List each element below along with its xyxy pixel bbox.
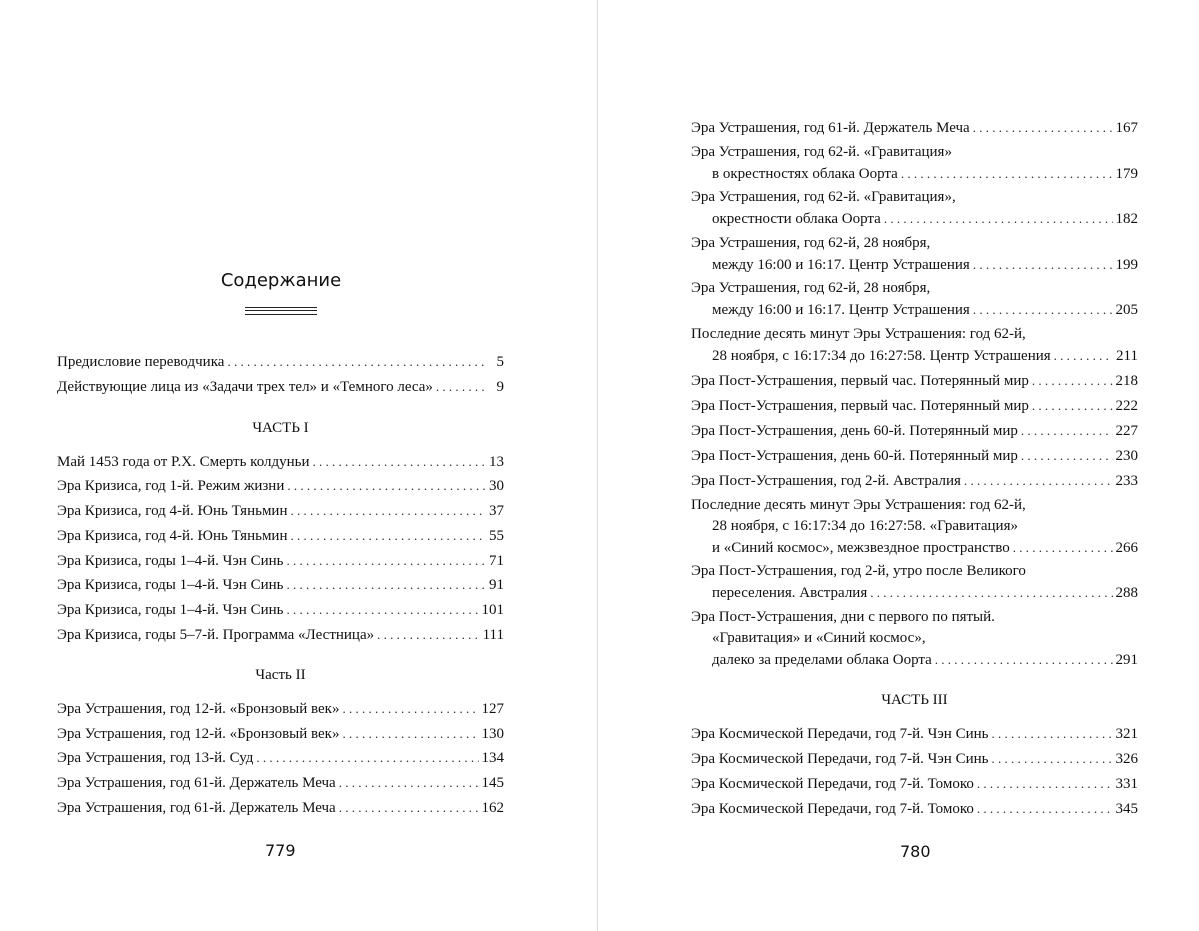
entry-title-line: Последние десять минут Эры Устрашения: год 62-й, xyxy=(691,497,1026,513)
entry-page: 345 xyxy=(1115,801,1138,817)
toc-entry[interactable] xyxy=(691,187,1138,230)
entry-page: 30 xyxy=(489,478,504,494)
entry-title-line: в окрестностях облака Оорта xyxy=(712,166,898,182)
entry-page: 288 xyxy=(1115,585,1138,601)
entry-page: 182 xyxy=(1115,211,1138,227)
entry-title-line: 28 ноября, с 16:17:34 до 16:27:58. Центр Устрашения xyxy=(712,348,1051,364)
entry-title-line: Эра Пост-Устрашения, год 2-й, утро после Великого xyxy=(691,563,1026,579)
entry-page: 199 xyxy=(1115,257,1138,273)
entry-page: 266 xyxy=(1115,540,1138,556)
leader-dots xyxy=(1013,537,1113,559)
leader-dots xyxy=(291,500,487,522)
leader-dots xyxy=(377,624,480,646)
toc-entry[interactable] xyxy=(57,550,504,572)
entry-title: Эра Космической Передачи, год 7-й. Чэн Синь xyxy=(691,751,989,767)
entry-title: Эра Кризиса, год 4-й. Юнь Тяньмин xyxy=(57,528,288,544)
toc-entry[interactable] xyxy=(57,698,504,720)
entry-title-line: между 16:00 и 16:17. Центр Устрашения xyxy=(712,302,970,318)
leader-dots xyxy=(287,475,486,497)
title-ornament-rule xyxy=(245,307,317,315)
leader-dots xyxy=(436,376,487,398)
toc-entry[interactable] xyxy=(691,117,1138,139)
entry-title-line: и «Синий космос», межзвездное пространство xyxy=(712,540,1010,556)
entry-title: Предисловие переводчика xyxy=(57,354,225,370)
entry-page: 5 xyxy=(496,354,504,370)
entry-title: Эра Кризиса, годы 5–7-й. Программа «Лестница» xyxy=(57,627,375,643)
entry-page: 101 xyxy=(481,602,504,618)
page-number: 780 xyxy=(900,842,931,861)
entry-title: Эра Космической Передачи, год 7-й. Томоко xyxy=(691,801,974,817)
entry-page: 145 xyxy=(481,775,504,791)
toc-entry[interactable] xyxy=(57,624,504,646)
toc-entry[interactable] xyxy=(57,351,504,373)
toc-entry[interactable] xyxy=(57,525,504,547)
entry-page: 205 xyxy=(1115,302,1138,318)
entry-page: 130 xyxy=(481,726,504,742)
toc-entry[interactable] xyxy=(57,451,504,473)
entry-title: Эра Устрашения, год 61-й. Держатель Меча xyxy=(57,800,336,816)
part1-heading: ЧАСТЬ I xyxy=(252,420,309,436)
toc-entry[interactable] xyxy=(57,500,504,522)
leader-dots xyxy=(964,470,1113,492)
entry-title: Эра Космической Передачи, год 7-й. Томоко xyxy=(691,776,974,792)
entry-page: 218 xyxy=(1115,373,1138,389)
entry-page: 227 xyxy=(1115,423,1138,439)
toc-entry[interactable] xyxy=(691,561,1138,604)
entry-title: Эра Устрашения, год 61-й. Держатель Меча xyxy=(57,775,336,791)
left-page xyxy=(0,0,597,931)
leader-dots xyxy=(884,208,1113,230)
entry-page: 9 xyxy=(496,379,504,395)
entry-title-line: далеко за пределами облака Оорта xyxy=(712,652,932,668)
entry-page: 71 xyxy=(489,553,504,569)
entry-title-line: окрестности облака Оорта xyxy=(712,211,881,227)
toc-entry[interactable] xyxy=(57,797,504,819)
leader-dots xyxy=(1021,420,1113,442)
entry-title: Эра Кризиса, год 1-й. Режим жизни xyxy=(57,478,285,494)
toc-entry[interactable] xyxy=(691,233,1138,276)
leader-dots xyxy=(991,723,1112,745)
entry-title: Эра Устрашения, год 13-й. Суд xyxy=(57,750,254,766)
entry-title-line: Эра Пост-Устрашения, дни с первого по пятый. xyxy=(691,609,995,625)
toc-entry[interactable] xyxy=(691,278,1138,321)
leader-dots xyxy=(342,698,478,720)
entry-page: 55 xyxy=(489,528,504,544)
entry-title: Эра Пост-Устрашения, первый час. Потерянный мир xyxy=(691,398,1029,414)
part3-heading: ЧАСТЬ III xyxy=(881,692,948,708)
page-number: 779 xyxy=(265,841,296,860)
entry-page: 127 xyxy=(481,701,504,717)
leader-dots xyxy=(901,163,1113,185)
toc-entry[interactable] xyxy=(691,798,1138,820)
toc-entry[interactable] xyxy=(57,723,504,745)
entry-title: Эра Устрашения, год 12-й. «Бронзовый век» xyxy=(57,726,340,742)
right-page xyxy=(598,0,1199,931)
leader-dots xyxy=(1054,345,1113,367)
leader-dots xyxy=(935,649,1113,671)
toc-entry[interactable] xyxy=(691,420,1138,442)
entry-title: Эра Кризиса, годы 1–4-й. Чэн Синь xyxy=(57,602,284,618)
entry-page: 331 xyxy=(1115,776,1138,792)
entry-page: 291 xyxy=(1115,652,1138,668)
leader-dots xyxy=(1032,370,1113,392)
leader-dots xyxy=(342,723,478,745)
entry-title: Эра Устрашения, год 12-й. «Бронзовый век» xyxy=(57,701,340,717)
toc-entry[interactable] xyxy=(57,574,504,596)
leader-dots xyxy=(339,797,479,819)
part2-heading: Часть II xyxy=(255,667,306,683)
entry-title: Эра Пост-Устрашения, день 60-й. Потерянный мир xyxy=(691,423,1018,439)
toc-entry[interactable] xyxy=(691,495,1138,559)
entry-title: Эра Пост-Устрашения, первый час. Потерянный мир xyxy=(691,373,1029,389)
leader-dots xyxy=(1032,395,1113,417)
entry-page: 162 xyxy=(481,800,504,816)
leader-dots xyxy=(1021,445,1113,467)
entry-title: Эра Космической Передачи, год 7-й. Чэн Синь xyxy=(691,726,989,742)
leader-dots xyxy=(287,574,487,596)
entry-title: Эра Пост-Устрашения, год 2-й. Австралия xyxy=(691,473,961,489)
entry-page: 91 xyxy=(489,577,504,593)
toc-entry[interactable] xyxy=(57,599,504,621)
leader-dots xyxy=(973,117,1113,139)
entry-page: 37 xyxy=(489,503,504,519)
entry-page: 13 xyxy=(489,454,504,470)
leader-dots xyxy=(977,773,1113,795)
entry-page: 111 xyxy=(482,627,504,643)
leader-dots xyxy=(227,351,487,373)
entry-page: 321 xyxy=(1115,726,1138,742)
leader-dots xyxy=(870,582,1112,604)
leader-dots xyxy=(973,299,1113,321)
entry-page: 167 xyxy=(1115,120,1138,136)
entry-title-line: Эра Устрашения, год 62-й, 28 ноября, xyxy=(691,235,931,251)
leader-dots xyxy=(287,599,479,621)
toc-entry[interactable] xyxy=(691,370,1138,392)
entry-page: 211 xyxy=(1116,348,1138,364)
entry-title-line: между 16:00 и 16:17. Центр Устрашения xyxy=(712,257,970,273)
entry-page: 230 xyxy=(1115,448,1138,464)
entry-page: 179 xyxy=(1115,166,1138,182)
leader-dots xyxy=(991,748,1112,770)
leader-dots xyxy=(313,451,486,473)
toc-title: Содержание xyxy=(220,270,342,291)
entry-title: Эра Кризиса, год 4-й. Юнь Тяньмин xyxy=(57,503,288,519)
toc-entry[interactable] xyxy=(691,324,1138,367)
entry-title-line: Последние десять минут Эры Устрашения: год 62-й, xyxy=(691,326,1026,342)
entry-title-line: Эра Устрашения, год 62-й. «Гравитация» xyxy=(691,144,952,160)
entry-title: Май 1453 года от Р.Х. Смерть колдуньи xyxy=(57,454,310,470)
entry-title-line: Эра Устрашения, год 62-й. «Гравитация», xyxy=(691,189,956,205)
toc-entry[interactable] xyxy=(57,475,504,497)
leader-dots xyxy=(256,747,478,769)
toc-entry[interactable] xyxy=(691,142,1138,185)
toc-entry[interactable] xyxy=(57,376,504,398)
entry-title-line: 28 ноября, с 16:17:34 до 16:27:58. «Гравитация» xyxy=(712,518,1018,534)
entry-title: Эра Устрашения, год 61-й. Держатель Меча xyxy=(691,120,970,136)
toc-entry[interactable] xyxy=(57,747,504,769)
toc-entry[interactable] xyxy=(691,773,1138,795)
leader-dots xyxy=(973,254,1113,276)
leader-dots xyxy=(977,798,1113,820)
entry-page: 222 xyxy=(1115,398,1138,414)
entry-title: Эра Кризиса, годы 1–4-й. Чэн Синь xyxy=(57,553,284,569)
entry-page: 326 xyxy=(1115,751,1138,767)
leader-dots xyxy=(339,772,479,794)
entry-title: Действующие лица из «Задачи трех тел» и «Темного леса» xyxy=(57,379,433,395)
entry-page: 134 xyxy=(481,750,504,766)
toc-entry[interactable] xyxy=(691,748,1138,770)
entry-title-line: переселения. Австралия xyxy=(712,585,868,601)
entry-title: Эра Кризиса, годы 1–4-й. Чэн Синь xyxy=(57,577,284,593)
toc-entry[interactable] xyxy=(691,470,1138,492)
entry-page: 233 xyxy=(1115,473,1138,489)
toc-entry[interactable] xyxy=(691,445,1138,467)
toc-entry[interactable] xyxy=(691,607,1138,671)
leader-dots xyxy=(291,525,487,547)
entry-title: Эра Пост-Устрашения, день 60-й. Потерянный мир xyxy=(691,448,1018,464)
entry-title-line: «Гравитация» и «Синий космос», xyxy=(712,630,926,646)
toc-entry[interactable] xyxy=(691,723,1138,745)
toc-entry[interactable] xyxy=(57,772,504,794)
entry-title-line: Эра Устрашения, год 62-й, 28 ноября, xyxy=(691,280,931,296)
leader-dots xyxy=(287,550,487,572)
toc-entry[interactable] xyxy=(691,395,1138,417)
